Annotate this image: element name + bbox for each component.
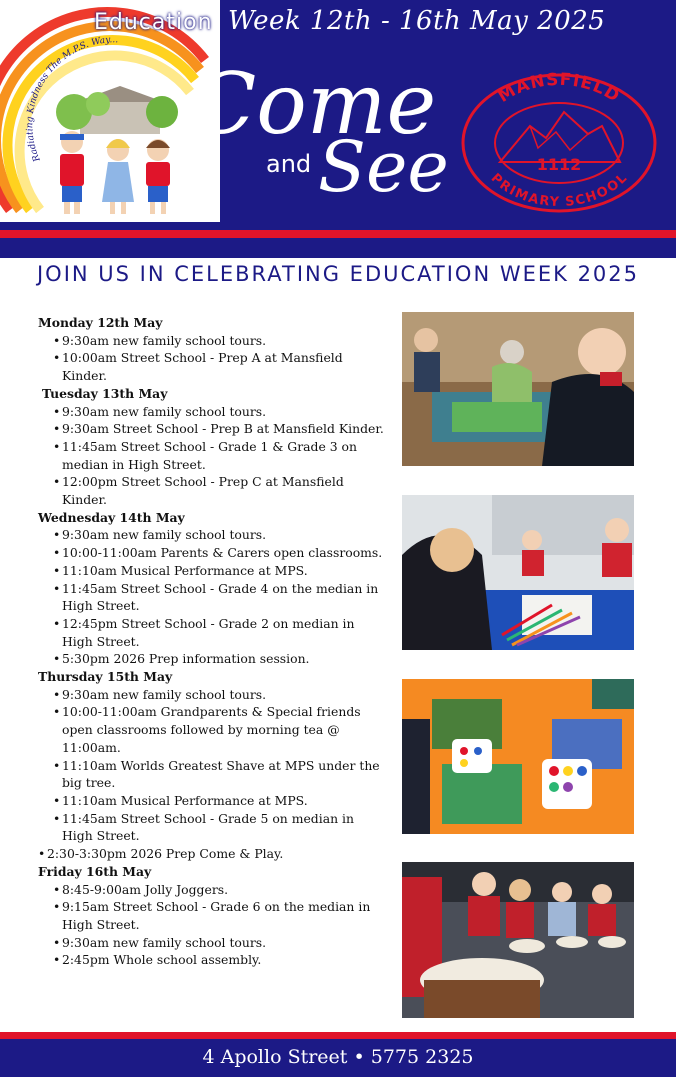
schedule-item: • 9:30am new family school tours.: [53, 686, 267, 702]
schedule-item: • 11:10am Musical Performance at MPS.: [53, 562, 308, 578]
schedule-item: • 9:15am Street School - Grade 6 on the median in High Street.: [53, 899, 371, 932]
week-title: Week 12th - 16th May 2025: [228, 6, 606, 36]
schedule-item: • 2:45pm Whole school assembly.: [53, 952, 262, 968]
schedule-item: • 11:45am Street School - Grade 1 & Grade 3 on median in High Street.: [53, 438, 357, 472]
and-word: and: [266, 150, 312, 178]
schedule-item: • 9:30am new family school tours.: [53, 332, 267, 348]
footer-phone: 5775 2325: [370, 1046, 474, 1068]
schedule-item: • 8:45-9:00am Jolly Joggers.: [53, 881, 229, 897]
footer-separator: •: [353, 1046, 365, 1068]
header-banner: [0, 0, 676, 222]
schedule-item: • 11:10am Worlds Greatest Shave at MPS under the big tree.: [53, 757, 380, 791]
logo-number: 1112: [536, 155, 582, 174]
svg-text:MANSFIELD: [495, 72, 624, 107]
navy-stripe: [0, 238, 676, 258]
school-logo: [460, 72, 658, 214]
schedule-item: • 12:00pm Street School - Prep C at Mansfield Kinder.: [53, 474, 344, 508]
photo-children-drawing: [402, 495, 634, 650]
schedule-item: • 9:30am new family school tours.: [53, 934, 267, 950]
schedule-item: • 10:00am Street School - Prep A at Mansfield Kinder.: [53, 350, 343, 384]
logo-top-text: MANSFIELD: [494, 72, 624, 107]
svg-text:PRIMARY SCHOOL: [488, 171, 631, 210]
schedule-item: • 9:30am new family school tours.: [53, 527, 267, 543]
header-band: [0, 222, 676, 230]
schedule-item: • 11:45am Street School - Grade 5 on median in High Street.: [53, 810, 354, 844]
schedule: [38, 314, 388, 969]
photo-drumming: [402, 862, 634, 1018]
banner-heading: JOIN US IN CELEBRATING EDUCATION WEEK 2025: [36, 262, 640, 286]
day-heading: Monday 12th May: [38, 315, 163, 330]
day-heading: Wednesday 14th May: [38, 509, 185, 525]
logo-bottom-text: PRIMARY SCHOOL: [487, 170, 631, 211]
schedule-item: • 10:00-11:00am Parents & Carers open classrooms.: [53, 545, 383, 561]
photo-paint-palettes: [402, 679, 634, 834]
schedule-item: • 12:45pm Street School - Grade 2 on median in High Street.: [53, 615, 355, 649]
schedule-item: • 10:00-11:00am Grandparents & Special friends open classrooms followed by morning tea @ 11:00am.: [53, 704, 361, 755]
schedule-item: • 5:30pm 2026 Prep information session.: [53, 651, 310, 667]
schedule-item: • 11:45am Street School - Grade 4 on the median in High Street.: [53, 580, 379, 614]
day-heading: Thursday 15th May: [38, 669, 173, 685]
schedule-item: • 9:30am new family school tours.: [53, 403, 267, 419]
footer: [0, 1039, 676, 1077]
see-word: See: [318, 126, 449, 208]
day-heading: Tuesday 13th May: [42, 385, 168, 401]
education-word: Education: [94, 10, 213, 35]
schedule-item: • 11:10am Musical Performance at MPS.: [53, 792, 308, 808]
photo-children-painting: [402, 312, 634, 466]
schedule-item: • 9:30am Street School - Prep B at Mansfield Kinder.: [53, 421, 384, 437]
rainbow-slogan: Radiating Kindness The M.P.S. Way...: [25, 35, 119, 163]
day-heading: Friday 16th May: [38, 863, 152, 879]
footer-address: 4 Apollo Street: [202, 1046, 348, 1068]
come-word: Come: [192, 55, 437, 153]
red-stripe: [0, 230, 676, 238]
schedule-item: • 2:30-3:30pm 2026 Prep Come & Play.: [38, 846, 284, 862]
footer-red-stripe: [0, 1032, 676, 1039]
